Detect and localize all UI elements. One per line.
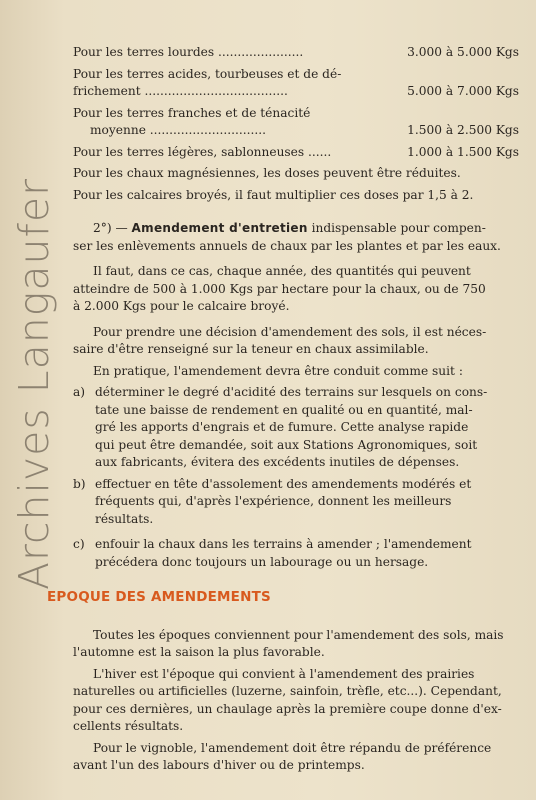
dose-label: Pour les terres légères, sablonneuses ...... xyxy=(73,144,332,159)
paragraph-calcaires: Pour les calcaires broyés, il faut multiplier ces doses par 1,5 à 2. xyxy=(73,187,474,202)
section-text: indispensable pour compen- xyxy=(311,221,486,235)
dose-label-line1: Pour les terres acides, tourbeuses et de dé- xyxy=(73,66,342,81)
paragraph-line: saire d'être renseigné sur la teneur en chaux assimilable. xyxy=(73,342,429,356)
section-title: Amendement d'entretien xyxy=(131,221,308,235)
dose-label: moyenne .............................. xyxy=(90,123,266,137)
dose-label: frichement ..................................... xyxy=(73,84,288,98)
list-line: tate une baisse de rendement en qualité ou en quantité, mal- xyxy=(95,402,473,417)
page-content xyxy=(47,44,519,775)
list-marker: b) xyxy=(73,476,86,491)
section-2-line2: ser les enlèvements annuels de chaux par les plantes et par les eaux. xyxy=(73,238,501,253)
list-item xyxy=(73,536,519,571)
dose-value: 1.500 à 2.500 Kgs xyxy=(407,123,519,137)
dose-row xyxy=(73,144,519,162)
paragraph-line: cellents résultats. xyxy=(73,719,184,733)
paragraph-line: atteindre de 500 à 1.000 Kgs par hectare pour la chaux, ou de 750 xyxy=(73,281,486,296)
list-line: déterminer le degré d'acidité des terrains sur lesquels on cons- xyxy=(95,385,488,399)
list-line: qui peut être demandée, soit aux Stations Agronomiques, soit xyxy=(95,437,478,452)
paragraph-line: à 2.000 Kgs pour le calcaire broyé. xyxy=(73,299,290,313)
paragraph-line: avant l'un des labours d'hiver ou de printemps. xyxy=(73,758,365,772)
dose-row xyxy=(73,44,519,62)
dose-label: Pour les terres lourdes ...................... xyxy=(73,45,304,59)
list-marker: a) xyxy=(73,385,86,399)
dose-value: 3.000 à 5.000 Kgs xyxy=(407,45,519,59)
watermark: Archives Langaufer xyxy=(10,178,58,590)
dose-label-line1: Pour les terres franches et de ténacité xyxy=(73,105,311,120)
list-line: précédera donc toujours un labourage ou un hersage. xyxy=(95,554,429,569)
dose-row xyxy=(73,83,519,101)
list-line: aux fabricants, évitera des excédents inutiles de dépenses. xyxy=(95,455,460,469)
paragraph-line: pour ces dernières, un chaulage après la première coupe donne d'ex- xyxy=(73,701,502,716)
section-number: 2°) — xyxy=(93,221,128,235)
paragraph-magnesiennes: Pour les chaux magnésiennes, les doses peuvent être réduites. xyxy=(73,166,461,180)
list-line: fréquents qui, d'après l'expérience, donnent les meilleurs xyxy=(95,494,452,508)
list-line: résultats. xyxy=(95,511,154,526)
list-line: effectuer en tête d'assolement des amendements modérés et xyxy=(95,476,472,491)
paragraph-line: Pour le vignoble, l'amendement doit être répandu de préférence xyxy=(93,740,492,755)
list-line: enfouir la chaux dans les terrains à amender ; l'amendement xyxy=(95,537,472,551)
dose-value: 1.000 à 1.500 Kgs xyxy=(407,144,519,159)
list-marker: c) xyxy=(73,537,85,551)
dose-row xyxy=(73,122,519,140)
paragraph-line: naturelles ou artificielles (luzerne, sainfoin, trèfle, etc...). Cependant, xyxy=(73,684,502,698)
paragraph-line: L'hiver est l'époque qui convient à l'amendement des prairies xyxy=(93,666,475,681)
list-item xyxy=(73,384,519,472)
paragraph-line: Il faut, dans ce cas, chaque année, des quantités qui peuvent xyxy=(93,264,471,278)
paragraph-line: l'automne est la saison la plus favorable. xyxy=(73,645,325,659)
paragraph-line: Toutes les époques conviennent pour l'amendement des sols, mais xyxy=(93,627,504,642)
section-heading: EPOQUE DES AMENDEMENTS xyxy=(47,589,271,605)
section-2-line1 xyxy=(73,220,519,238)
list-item xyxy=(73,476,519,529)
list-line: gré les apports d'engrais et de fumure. Cette analyse rapide xyxy=(95,420,469,434)
paragraph-line: En pratique, l'amendement devra être conduit comme suit : xyxy=(93,363,463,378)
dose-value: 5.000 à 7.000 Kgs xyxy=(407,84,519,98)
paragraph-line: Pour prendre une décision d'amendement des sols, il est néces- xyxy=(93,324,487,339)
